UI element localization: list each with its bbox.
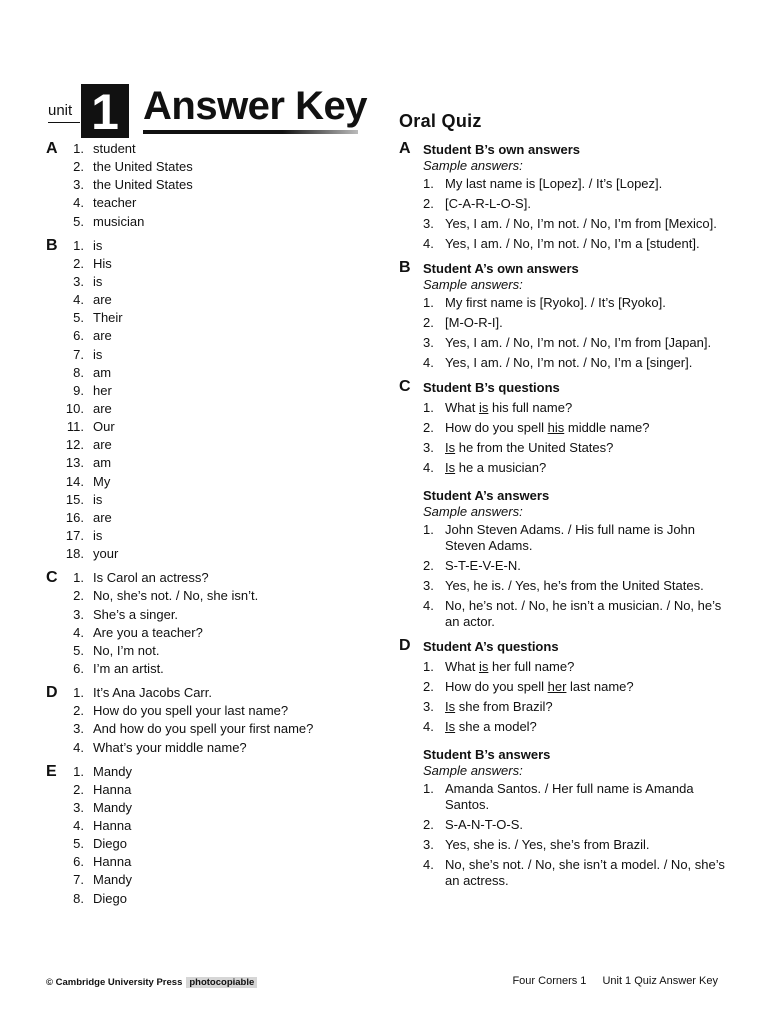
item-number: 3. (73, 721, 84, 737)
item-text: Is Carol an actress? (93, 570, 209, 586)
item-text: Diego (93, 890, 127, 906)
answer-list (423, 295, 729, 371)
item-number: 4. (73, 739, 84, 755)
question-list (423, 400, 729, 476)
item-text: Mandy (93, 799, 133, 815)
item-text: are (93, 292, 112, 308)
list-item (46, 739, 376, 757)
item-text: the United States (93, 177, 193, 193)
section-letter: B (399, 259, 411, 276)
oral-section-c (399, 378, 729, 630)
section-letter: C (399, 378, 411, 395)
answer-list (423, 522, 729, 630)
list-item (46, 606, 376, 624)
oral-section-d (399, 637, 729, 889)
oral-section-b (399, 259, 729, 371)
photocopiable-badge: photocopiable (186, 977, 257, 988)
item-number: 1. (73, 763, 84, 779)
list-item (46, 346, 376, 364)
list-item (46, 781, 376, 799)
item-text: How do you spell your last name? (93, 703, 289, 719)
list-item: 3. Yes, he is. / Yes, he’s from the United States. (423, 578, 704, 593)
list-item (46, 817, 376, 835)
section-heading: Student A’s answers (423, 488, 550, 503)
section-letter: D (46, 684, 58, 702)
item-number: 1. (73, 570, 84, 586)
list-item (46, 255, 376, 273)
list-item: 3. Is he from the United States? (423, 440, 614, 455)
list-item: 2. S-A-N-T-O-S. (423, 817, 523, 832)
item-text: are (93, 509, 112, 525)
item-number: 12. (65, 437, 84, 453)
list-item (46, 684, 376, 702)
item-text: student (93, 141, 136, 156)
list-item: 2. How do you spell his middle name? (423, 420, 650, 435)
list-item (46, 194, 376, 212)
item-number: 2. (73, 588, 84, 604)
item-number: 10. (65, 400, 84, 416)
list-item: 1. John Steven Adams. / His full name is John Steven Adams. (423, 522, 696, 553)
list-item: 1. My last name is [Lopez]. / It’s [Lopez]. (423, 176, 663, 191)
list-item (46, 569, 376, 587)
written-section-c (46, 569, 376, 678)
item-number: 8. (73, 890, 84, 906)
list-item (46, 527, 376, 545)
item-text: Mandy (93, 872, 133, 888)
list-item (46, 763, 376, 781)
item-text: I’m an artist. (93, 660, 164, 676)
page-header (48, 82, 378, 142)
item-number: 3. (73, 606, 84, 622)
list-item (46, 273, 376, 291)
item-number: 4. (73, 624, 84, 640)
list-item: 1. Amanda Santos. / Her full name is Amanda Santos. (423, 781, 694, 812)
item-number: 2. (73, 703, 84, 719)
item-number: 6. (73, 328, 84, 344)
item-number: 7. (73, 872, 84, 888)
list-item (46, 835, 376, 853)
list-item: 4. Yes, I am. / No, I’m not. / No, I’m a [student]. (423, 236, 700, 251)
answer-list (46, 140, 376, 231)
list-item (46, 545, 376, 563)
section-letter: A (46, 140, 58, 157)
item-text: She’s a singer. (93, 606, 179, 622)
item-number: 3. (73, 799, 84, 815)
list-item (46, 473, 376, 491)
section-letter: A (399, 140, 411, 157)
list-item (46, 720, 376, 738)
list-item (46, 364, 376, 382)
list-item: 4. Is he a musician? (423, 460, 547, 475)
written-section-a (46, 140, 376, 231)
section-letter: E (46, 762, 57, 780)
item-number: 2. (73, 781, 84, 797)
written-section-e (46, 763, 376, 908)
item-number: 18. (65, 546, 84, 562)
unit-label: unit (48, 102, 73, 119)
unit-underline (48, 122, 80, 123)
section-heading: Student B’s questions (423, 380, 560, 395)
footer-copyright (46, 977, 257, 988)
item-text: the United States (93, 159, 193, 175)
item-text: What’s your middle name? (93, 739, 247, 755)
section-heading: Student B’s answers (423, 747, 551, 762)
list-item (46, 382, 376, 400)
item-number: 4. (73, 292, 84, 308)
list-item: 1. What is his full name? (423, 400, 573, 415)
list-item (46, 436, 376, 454)
item-number: 15. (65, 491, 84, 507)
item-number: 5. (73, 213, 84, 229)
unit-number-box: 1 (81, 84, 129, 138)
oral-section-a (399, 140, 729, 252)
section-letter: B (46, 236, 58, 254)
item-text: Hanna (93, 818, 132, 834)
item-number: 11. (66, 419, 84, 435)
list-item: 2. [C-A-R-L-O-S]. (423, 196, 531, 211)
item-number: 3. (73, 273, 84, 289)
list-item: 2. How do you spell her last name? (423, 679, 634, 694)
item-text: your (93, 546, 119, 562)
section-subheading: Sample answers: (423, 277, 523, 292)
item-text: am (93, 455, 112, 471)
list-item (46, 237, 376, 255)
item-text: is (93, 527, 103, 543)
footer-page-label (512, 975, 718, 987)
section-subheading: Sample answers: (423, 763, 523, 778)
item-text: Hanna (93, 854, 132, 870)
item-number: 4. (73, 818, 84, 834)
answer-list (46, 763, 376, 908)
answer-list (46, 684, 376, 757)
copyright-text: © Cambridge University Press (46, 977, 183, 988)
section-letter: D (399, 637, 411, 654)
item-text: Hanna (93, 781, 132, 797)
item-number: 1. (73, 237, 84, 253)
item-number: 5. (73, 310, 84, 326)
list-item (46, 213, 376, 231)
list-item (46, 418, 376, 436)
item-text: are (93, 437, 112, 453)
page-title: Answer Key (143, 84, 367, 128)
list-item (46, 642, 376, 660)
item-number: 1. (73, 685, 84, 701)
item-text: Diego (93, 836, 127, 852)
item-text: is (93, 346, 103, 362)
section-subheading: Sample answers: (423, 158, 523, 173)
item-number: 14. (65, 473, 84, 489)
list-item (46, 509, 376, 527)
item-number: 9. (73, 382, 84, 398)
list-item (46, 587, 376, 605)
list-item (46, 140, 376, 158)
item-text: Their (93, 310, 123, 326)
answer-list (423, 176, 729, 252)
written-section-b (46, 237, 376, 564)
item-text: No, I’m not. (93, 642, 160, 658)
page-label: Unit 1 Quiz Answer Key (602, 975, 718, 987)
item-text: My (93, 473, 111, 489)
item-text: Are you a teacher? (93, 624, 203, 640)
list-item (46, 400, 376, 418)
list-item (46, 853, 376, 871)
item-text: is (93, 237, 103, 253)
item-number: 16. (65, 509, 84, 525)
item-number: 3. (73, 177, 84, 193)
list-item (46, 890, 376, 908)
item-text: It’s Ana Jacobs Carr. (93, 685, 212, 701)
list-item (46, 176, 376, 194)
item-number: 5. (73, 836, 84, 852)
written-answers-column (46, 140, 376, 914)
list-item (46, 454, 376, 472)
item-text: His (93, 255, 112, 271)
list-item: 2. [M-O-R-I]. (423, 315, 503, 330)
item-number: 6. (73, 660, 84, 676)
book-title: Four Corners 1 (512, 975, 587, 987)
answer-list (46, 237, 376, 564)
item-number: 17. (65, 527, 84, 543)
list-item (46, 327, 376, 345)
list-item (46, 624, 376, 642)
item-number: 8. (73, 364, 84, 380)
list-item (46, 158, 376, 176)
item-text: is (93, 273, 103, 289)
list-item: 4. No, she’s not. / No, she isn’t a model. / No, she’s an actress. (423, 857, 725, 888)
item-number: 2. (73, 159, 84, 175)
oral-quiz-title: Oral Quiz (399, 111, 482, 131)
item-text: are (93, 400, 112, 416)
list-item (46, 799, 376, 817)
item-text: am (93, 364, 112, 380)
item-text: teacher (93, 195, 137, 211)
list-item: 3. Yes, I am. / No, I’m not. / No, I’m from [Mexico]. (423, 216, 717, 231)
list-item: 4. Yes, I am. / No, I’m not. / No, I’m a [singer]. (423, 355, 693, 370)
answers-block (399, 745, 729, 889)
section-heading: Student A’s own answers (423, 261, 579, 276)
list-item (46, 871, 376, 889)
item-number: 7. (73, 346, 84, 362)
item-text: Our (93, 419, 115, 435)
item-number: 5. (73, 642, 84, 658)
list-item: 4. No, he’s not. / No, he isn’t a musician. / No, he’s an actor. (423, 598, 722, 629)
list-item (46, 702, 376, 720)
item-text: her (93, 382, 112, 398)
section-letter: C (46, 569, 58, 587)
item-text: No, she’s not. / No, she isn’t. (93, 588, 259, 604)
list-item (46, 291, 376, 309)
list-item: 3. Is she from Brazil? (423, 699, 553, 714)
written-section-d (46, 684, 376, 757)
item-text: Mandy (93, 763, 133, 779)
answers-block (399, 486, 729, 630)
title-rule (143, 130, 358, 134)
list-item (46, 491, 376, 509)
item-text: And how do you spell your first name? (93, 721, 314, 737)
list-item: 1. My first name is [Ryoko]. / It’s [Ryoko]. (423, 295, 666, 310)
item-text: is (93, 491, 103, 507)
section-heading: Student A’s questions (423, 639, 559, 654)
list-item: 1. What is her full name? (423, 659, 575, 674)
item-number: 1. (73, 141, 84, 156)
list-item: 3. Yes, I am. / No, I’m not. / No, I’m from [Japan]. (423, 335, 712, 350)
section-subheading: Sample answers: (423, 504, 523, 519)
oral-quiz-column (399, 140, 729, 896)
list-item: 3. Yes, she is. / Yes, she’s from Brazil. (423, 837, 650, 852)
list-item: 2. S-T-E-V-E-N. (423, 558, 521, 573)
list-item (46, 309, 376, 327)
item-number: 2. (73, 255, 84, 271)
item-text: are (93, 328, 112, 344)
answer-list (423, 781, 729, 889)
answer-list (46, 569, 376, 678)
item-number: 6. (73, 854, 84, 870)
list-item: 4. Is she a model? (423, 719, 537, 734)
item-number: 13. (65, 455, 84, 471)
item-text: musician (93, 213, 145, 229)
question-list (423, 659, 729, 735)
list-item (46, 660, 376, 678)
section-heading: Student B’s own answers (423, 142, 580, 157)
item-number: 4. (73, 195, 84, 211)
